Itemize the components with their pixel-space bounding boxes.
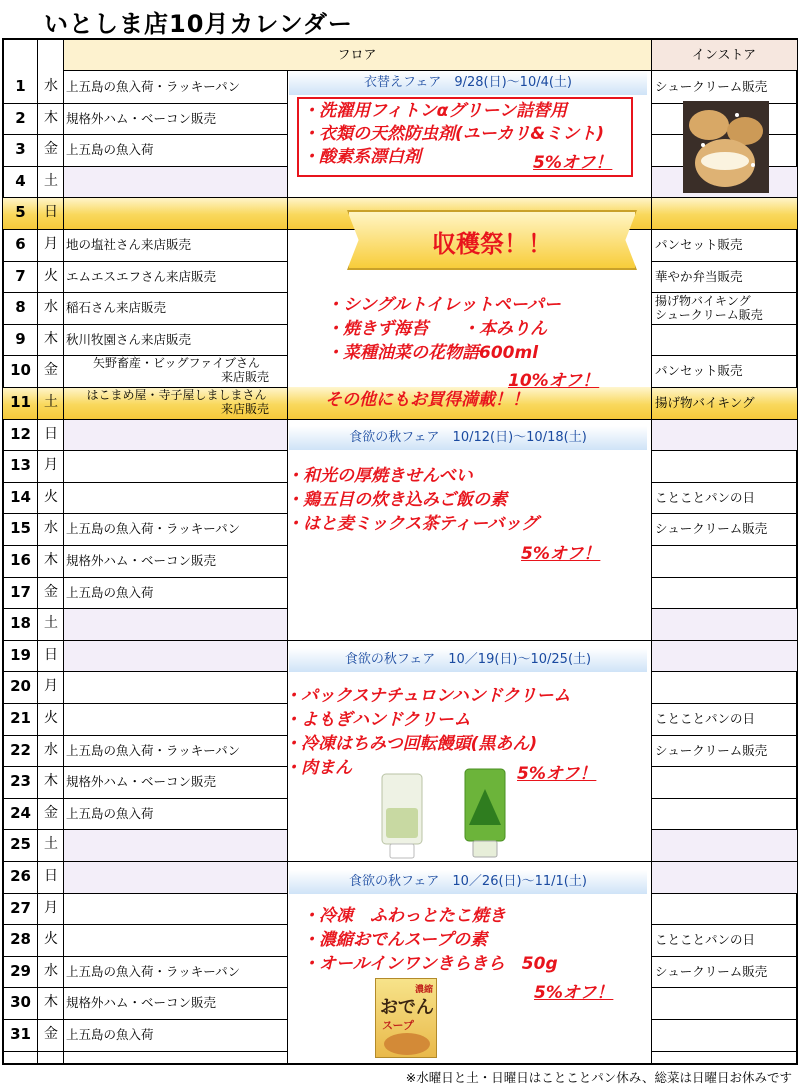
weekday: 日 <box>44 646 58 663</box>
floor-event: 秋川牧園さん来店販売 <box>66 331 192 347</box>
instore-event-line2: シュークリーム販売 <box>655 308 763 323</box>
day-number: 2 <box>15 108 26 127</box>
day-number: 30 <box>10 993 31 1012</box>
oden-pack-top-text: 濃縮 <box>414 985 433 995</box>
instore-event <box>652 450 797 482</box>
floor-event: 上五島の魚入荷 <box>66 142 154 158</box>
fair1-item-2: ・衣類の天然防虫剤(ユーカリ&ミント) <box>302 124 605 144</box>
weekday: 月 <box>44 899 58 916</box>
fair2-item-1: ・和光の厚焼きせんべい <box>286 466 473 486</box>
fair3-item-1: ・パックスナチュロンハンドクリーム <box>284 686 571 706</box>
weekday: 日 <box>44 425 58 442</box>
day-number: 25 <box>10 835 31 854</box>
row-divider <box>651 1051 797 1052</box>
weekday: 火 <box>44 488 58 505</box>
floor-event <box>63 608 287 640</box>
instore-event <box>652 197 797 229</box>
instore-event <box>652 893 797 925</box>
weekday: 木 <box>44 773 58 790</box>
page-title: いとしま店10月カレンダー <box>44 10 353 38</box>
floor-event: 規格外ハム・ベーコン販売 <box>66 774 217 790</box>
floor-event: エムエスエフさん来店販売 <box>66 268 217 284</box>
calendar-row <box>3 545 797 577</box>
instore-event <box>652 324 797 356</box>
instore-event: シュークリーム販売 <box>655 521 768 537</box>
weekday: 木 <box>44 330 58 347</box>
day-number: 20 <box>10 677 31 696</box>
row-divider <box>63 1051 287 1052</box>
weekday: 月 <box>44 457 58 474</box>
fair1-discount: 5%オフ！ <box>533 153 613 173</box>
harvest-extra: その他にもお買得満載！！ <box>325 390 529 410</box>
day-number: 1 <box>15 77 26 95</box>
instore-event <box>652 766 797 798</box>
oden-soup-package-image <box>375 978 437 1058</box>
floor-event-line2: 来店販売 <box>220 402 269 416</box>
floor-event <box>63 197 287 229</box>
day-number: 10 <box>10 361 31 380</box>
fair2-header: 食欲の秋フェア 10/12(日)～10/18(土) <box>289 426 647 450</box>
floor-event: 稲石さん来店販売 <box>66 300 167 316</box>
day-number: 8 <box>15 298 26 317</box>
floor-event <box>63 355 287 387</box>
instore-event <box>652 987 797 1019</box>
day-number: 21 <box>10 709 31 727</box>
weekday: 土 <box>44 172 58 189</box>
weekday: 月 <box>44 678 58 695</box>
instore-event-line1: 揚げ物バイキング <box>655 294 751 309</box>
fair3-discount: 5%オフ！ <box>517 764 597 784</box>
fair1-item-3: ・酸素系漂白剤 <box>302 147 421 167</box>
floor-event <box>63 829 287 861</box>
floor-event <box>63 482 287 514</box>
instore-event: 華やか弁当販売 <box>655 268 743 284</box>
floor-event <box>63 861 287 893</box>
weekday: 金 <box>44 1026 58 1042</box>
floor-event <box>63 419 287 451</box>
instore-event <box>652 545 797 577</box>
harvest-item-1: ・シングルトイレットペーパー <box>326 295 561 315</box>
fair-divider <box>287 640 651 641</box>
weekday: 水 <box>44 962 58 979</box>
day-number: 23 <box>10 772 31 791</box>
floor-event <box>63 450 287 482</box>
floor-event: 規格外ハム・ベーコン販売 <box>66 995 217 1011</box>
instore-event <box>652 1019 797 1051</box>
column-divider <box>37 40 38 1065</box>
instore-event: ことことパンの日 <box>655 932 756 948</box>
instore-event <box>652 671 797 703</box>
day-number: 15 <box>10 519 31 538</box>
weekday: 土 <box>44 836 58 853</box>
weekday: 土 <box>44 615 58 632</box>
day-number: 9 <box>15 329 26 348</box>
floor-event-line1: 矢野畜産・ビッグファイブさん <box>93 356 260 371</box>
column-divider <box>287 71 288 1065</box>
weekday: 土 <box>44 394 58 410</box>
floor-event: 上五島の魚入荷 <box>66 584 154 600</box>
fair4-item-2: ・濃縮おでんスープの素 <box>302 930 488 950</box>
floor-event: 地の塩社さん来店販売 <box>66 237 192 252</box>
instore-event <box>652 577 797 609</box>
calendar-row <box>3 577 797 609</box>
floor-event <box>63 893 287 925</box>
oden-pack-sub-text: スープ <box>382 1019 414 1032</box>
row-divider <box>3 1051 63 1052</box>
fair3-item-4: ・肉まん <box>284 758 352 778</box>
cream-puff-photo <box>683 101 769 193</box>
floor-event <box>63 924 287 956</box>
weekday: 水 <box>44 299 58 316</box>
floor-event: 上五島の魚入荷 <box>66 1027 154 1042</box>
floor-event <box>63 387 287 419</box>
floor-event <box>63 703 287 735</box>
instore-event <box>652 798 797 830</box>
day-number: 7 <box>15 266 26 285</box>
day-number: 28 <box>10 930 31 949</box>
day-number: 16 <box>10 551 31 569</box>
day-number: 5 <box>15 203 26 222</box>
day-number: 13 <box>10 456 31 475</box>
weekday: 金 <box>44 362 58 379</box>
instore-event: シュークリーム販売 <box>655 79 768 94</box>
fair2-item-3: ・はと麦ミックス茶ティーバッグ <box>286 514 539 534</box>
day-number: 14 <box>10 487 31 506</box>
fair-divider <box>287 419 651 420</box>
calendar-row <box>3 608 797 640</box>
weekday: 金 <box>44 804 58 821</box>
floor-event: 上五島の魚入荷・ラッキーパン <box>66 963 241 979</box>
instore-event: ことことパンの日 <box>655 711 756 726</box>
day-number: 29 <box>10 961 31 980</box>
weekday: 水 <box>44 78 58 94</box>
weekday: 金 <box>44 583 58 600</box>
day-number: 22 <box>10 740 31 759</box>
fair3-item-2: ・よもぎハンドクリーム <box>284 710 471 730</box>
day-number: 26 <box>10 867 31 885</box>
weekday: 日 <box>44 868 58 884</box>
instore-event <box>652 419 797 451</box>
floor-event <box>63 671 287 703</box>
day-number: 24 <box>10 803 31 822</box>
day-number: 11 <box>10 393 31 411</box>
day-number: 18 <box>10 614 31 633</box>
day-number: 27 <box>10 898 31 917</box>
floor-column-header: フロア <box>63 40 651 71</box>
floor-event-line1: はこまめ屋・寺子屋しましまさん <box>86 388 267 402</box>
instore-event <box>652 829 797 861</box>
column-divider <box>651 40 652 1065</box>
instore-event: ことことパンの日 <box>655 489 756 505</box>
floor-event: 上五島の魚入荷・ラッキーパン <box>66 521 241 537</box>
harvest-discount: 10%オフ！ <box>508 371 600 391</box>
instore-event: パンセット販売 <box>655 363 743 379</box>
yomogi-cream-tube-image <box>455 765 515 863</box>
fair1-item-1: ・洗濯用フィトンαグリーン詰替用 <box>302 101 567 121</box>
fair4-item-3: ・オールインワンきらきら 50g <box>302 954 558 974</box>
weekday: 金 <box>44 141 58 158</box>
weekday: 木 <box>44 552 58 568</box>
weekday: 火 <box>44 931 58 948</box>
fair4-header: 食欲の秋フェア 10／26(日)～11/1(土) <box>289 870 647 894</box>
fair2-discount: 5%オフ！ <box>521 544 601 564</box>
day-number: 12 <box>10 424 31 443</box>
instore-event: シュークリーム販売 <box>655 742 768 758</box>
fair3-item-3: ・冷凍はちみつ回転饅頭(黒あん) <box>284 734 538 754</box>
floor-event: 上五島の魚入荷・ラッキーパン <box>66 79 241 94</box>
weekday: 木 <box>44 994 58 1011</box>
fair-divider <box>287 197 651 198</box>
weekday: 月 <box>44 236 58 252</box>
fair1-header: 衣替えフェア 9/28(日)～10/4(土) <box>289 71 647 95</box>
weekday: 火 <box>44 267 58 284</box>
weekday: 火 <box>44 710 58 726</box>
harvest-item-2: ・焼きず海苔 ・本みりん <box>326 319 547 339</box>
fair4-discount: 5%オフ！ <box>534 983 614 1003</box>
floor-event: 上五島の魚入荷 <box>66 805 154 821</box>
floor-event-line2: 来店販売 <box>220 370 269 385</box>
instore-event <box>652 640 797 672</box>
instore-event: パンセット販売 <box>655 237 743 252</box>
fair3-header: 食欲の秋フェア 10／19(日)～10/25(土) <box>289 648 647 672</box>
harvest-item-3: ・菜種油菜の花物語600ml <box>326 343 539 363</box>
weekday: 水 <box>44 520 58 537</box>
day-number: 6 <box>15 235 26 253</box>
instore-event <box>652 861 797 893</box>
floor-event: 上五島の魚入荷・ラッキーパン <box>66 742 241 758</box>
column-divider <box>63 40 64 1065</box>
floor-event <box>63 166 287 198</box>
floor-event: 規格外ハム・ベーコン販売 <box>66 110 217 126</box>
weekday: 水 <box>44 741 58 758</box>
floor-event: 規格外ハム・ベーコン販売 <box>66 553 217 568</box>
floor-event <box>63 640 287 672</box>
oden-pack-main-text: おでん <box>380 997 434 1018</box>
weekday: 木 <box>44 109 58 126</box>
instore-event <box>652 292 797 324</box>
instore-event: シュークリーム販売 <box>655 963 768 979</box>
footer-note: ※水曜日と土・日曜日はことことパン休み、総菜は日曜日お休みです <box>405 1070 792 1085</box>
harvest-banner-text: 収穫祭！！ <box>432 230 552 258</box>
oden-bowl-graphic <box>384 1033 430 1055</box>
instore-event: 揚げ物バイキング <box>655 395 755 410</box>
hand-cream-tube-image <box>372 768 432 862</box>
fair4-item-1: ・冷凍 ふわっとたこ焼き <box>302 906 506 926</box>
day-number: 19 <box>10 645 31 664</box>
day-number: 17 <box>10 582 31 601</box>
weekday: 日 <box>44 204 58 221</box>
day-number: 31 <box>10 1025 31 1043</box>
day-number: 4 <box>15 171 26 190</box>
instore-column-header: インストア <box>651 40 797 71</box>
instore-event <box>652 608 797 640</box>
day-number: 3 <box>15 140 26 159</box>
fair2-item-2: ・鶏五目の炊き込みご飯の素 <box>286 490 507 510</box>
